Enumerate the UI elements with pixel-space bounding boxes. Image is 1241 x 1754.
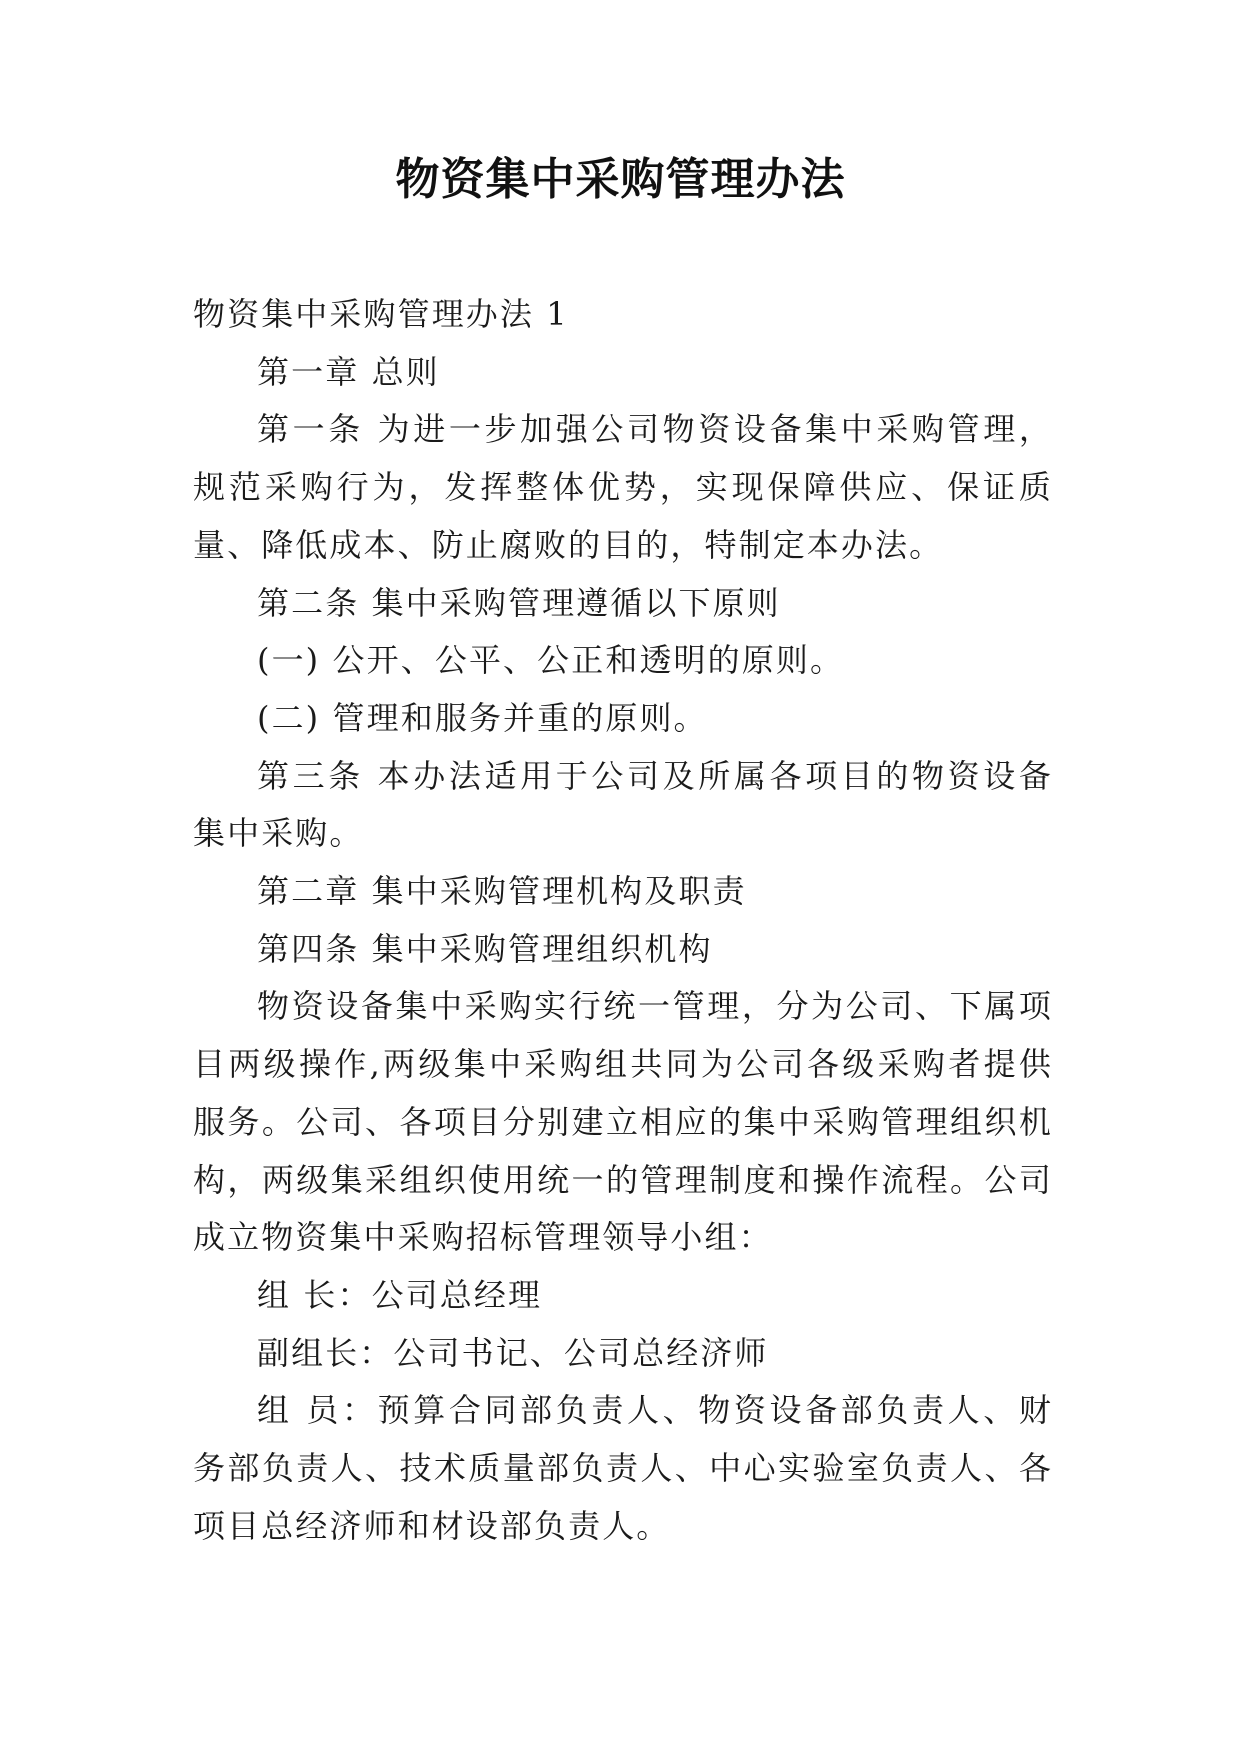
document-title: 物资集中采购管理办法 bbox=[395, 154, 846, 205]
member-line: 组 长：公司总经理 bbox=[257, 1275, 543, 1314]
principle-item: (一) 公开、公平、公正和透明的原则。 bbox=[257, 641, 845, 680]
article-paragraph: 第一条 为进一步加强公司物资设备集中采购管理，规范采购行为，发挥整体优势，实现保障供应、保证质量、降低成本、防止腐败的目的，特制定本办法。 bbox=[193, 410, 1053, 564]
chapter-heading: 第二章 集中采购管理机构及职责 bbox=[257, 872, 747, 911]
chapter-heading: 第一章 总则 bbox=[257, 352, 440, 391]
article-paragraph: 第四条 集中采购管理组织机构 bbox=[257, 929, 713, 968]
article-paragraph: 第二条 集中采购管理遵循以下原则 bbox=[257, 583, 781, 622]
document-subtitle: 物资集中采购管理办法 1 bbox=[193, 295, 569, 333]
body-paragraph: 物资设备集中采购实行统一管理，分为公司、下属项目两级操作,两级集中采购组共同为公司各级采购者提供服务。公司、各项目分别建立相应的集中采购管理组织机构，两级集采组织使用统一的管理制度和操作流程。公司成立物资集中采购招标管理领导小组： bbox=[193, 987, 1053, 1257]
principle-item: (二) 管理和服务并重的原则。 bbox=[257, 698, 708, 737]
member-line: 副组长：公司书记、公司总经济师 bbox=[257, 1333, 769, 1372]
member-line: 组 员：预算合同部负责人、物资设备部负责人、财务部负责人、技术质量部负责人、中心实验室负责人、各项目总经济师和材设部负责人。 bbox=[193, 1391, 1053, 1545]
article-paragraph: 第三条 本办法适用于公司及所属各项目的物资设备集中采购。 bbox=[193, 756, 1053, 853]
document-body bbox=[193, 286, 1053, 1555]
